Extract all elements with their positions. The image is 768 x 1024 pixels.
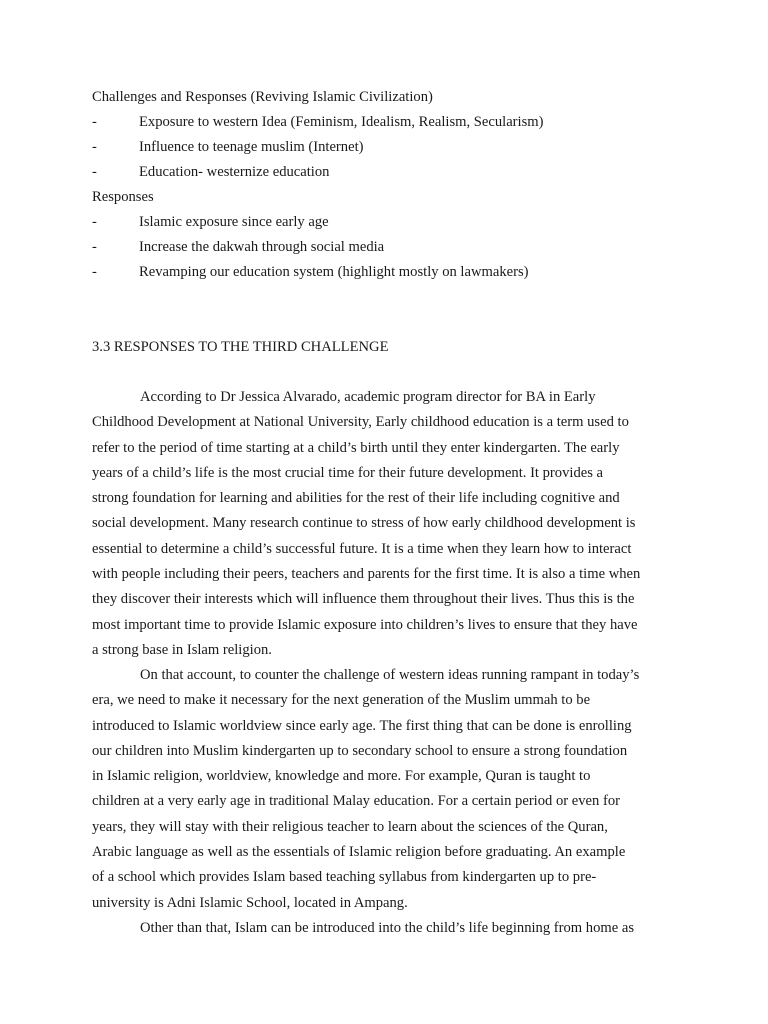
bullet-dash: - — [92, 139, 97, 155]
paragraph-line: introduced to Islamic worldview since early age. The first thing that can be done is enrolling — [92, 717, 632, 734]
paragraph-line: Other than that, Islam can be introduced into the child’s life beginning from home as — [140, 920, 635, 936]
section-heading: 3.3 RESPONSES TO THE THIRD CHALLENGE — [92, 339, 389, 355]
paragraph-line: social development. Many research continue to stress of how early childhood development is — [92, 515, 636, 532]
paragraph-1 — [92, 385, 676, 663]
paragraph-2 — [92, 663, 676, 916]
paragraph-line: strong foundation for learning and abilities for the rest of their life including cognitive and — [92, 490, 620, 507]
paragraph-line: university is Adni Islamic School, located in Ampang. — [92, 894, 408, 911]
paragraph-line: refer to the period of time starting at a child’s birth until they enter kindergarten. The early — [92, 439, 620, 456]
challenge-text: Exposure to western Idea (Feminism, Idealism, Realism, Secularism) — [139, 114, 544, 130]
response-text: Islamic exposure since early age — [139, 214, 329, 230]
paragraph-line: of a school which provides Islam based teaching syllabus from kindergarten up to pre- — [92, 869, 597, 886]
paragraph-line: Childhood Development at National University, Early childhood education is a term used to — [92, 414, 629, 431]
bullet-dash: - — [92, 114, 97, 130]
paragraph-line: most important time to provide Islamic exposure into children’s lives to ensure that they have — [92, 616, 638, 633]
paragraph-line: On that account, to counter the challenge of western ideas running rampant in today’s — [140, 667, 640, 683]
paragraph-line: in Islamic religion, worldview, knowledge and more. For example, Quran is taught to — [92, 768, 591, 785]
bullet-dash: - — [92, 164, 97, 180]
paragraph-line: Arabic language as well as the essentials of Islamic religion before graduating. An example — [92, 844, 626, 861]
paragraph-line: era, we need to make it necessary for the next generation of the Muslim ummah to be — [92, 692, 591, 709]
bullet-dash: - — [92, 264, 97, 280]
paragraph-line: years of a child’s life is the most crucial time for their future development. It provides a — [92, 464, 604, 481]
responses-label: Responses — [92, 189, 154, 205]
challenge-text: Education- westernize education — [139, 164, 330, 180]
paragraph-line: essential to determine a child’s successful future. It is a time when they learn how to interact — [92, 540, 632, 557]
doc-title: Challenges and Responses (Reviving Islamic Civilization) — [92, 89, 433, 105]
paragraph-line: they discover their interests which will influence them throughout their lives. Thus this is the — [92, 591, 635, 608]
paragraph-line: children at a very early age in traditional Malay education. For a certain period or even for — [92, 793, 620, 810]
paragraph-line: with people including their peers, teachers and parents for the first time. It is also a time when — [92, 566, 641, 583]
paragraph-line: our children into Muslim kindergarten up to secondary school to ensure a strong foundation — [92, 742, 628, 759]
response-text: Increase the dakwah through social media — [139, 239, 385, 255]
response-text: Revamping our education system (highlight mostly on lawmakers) — [139, 264, 529, 280]
paragraph-line: years, they will stay with their religious teacher to learn about the sciences of the Quran, — [92, 818, 608, 835]
challenge-text: Influence to teenage muslim (Internet) — [139, 139, 364, 155]
bullet-dash: - — [92, 239, 97, 255]
paragraph-line: a strong base in Islam religion. — [92, 641, 272, 658]
bullet-dash: - — [92, 214, 97, 230]
paragraph-line: According to Dr Jessica Alvarado, academic program director for BA in Early — [140, 389, 596, 405]
paragraph-3 — [92, 916, 676, 941]
